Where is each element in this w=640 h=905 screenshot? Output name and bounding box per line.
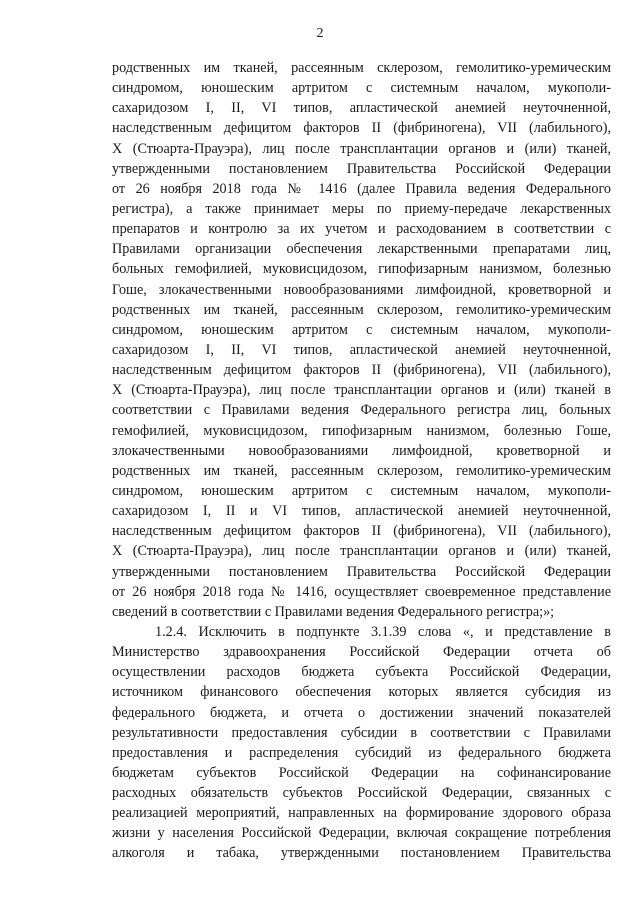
text-line: препаратов и контролю за их учетом и расходованием в соответствии с	[112, 221, 611, 238]
text-line: больных гемофилией, муковисцидозом, гипофизарным нанизмом, болезнью	[112, 261, 611, 278]
text-line: расходных обязательств субъектов Российской Федерации, связанных с	[112, 785, 611, 802]
text-line: предоставления и распределения субсидий из федерального бюджета	[112, 744, 611, 761]
text-line: от 26 ноября 2018 года № 1416, осуществляет своевременное представление	[112, 583, 611, 600]
text-line: родственных им тканей, рассеянным склерозом, гемолитико-уремическим	[112, 462, 611, 479]
text-line: гемофилией, муковисцидозом, гипофизарным нанизмом, болезнью Гоше,	[112, 422, 611, 439]
text-line: синдромом, юношеским артритом с системным началом, мукополи-	[112, 321, 611, 338]
text-line: 1.2.4. Исключить в подпункте 3.1.39 слова «, и представление в	[155, 623, 611, 640]
text-line: X (Стюарта-Прауэра), лиц после трансплантации органов и (или) тканей в	[112, 382, 611, 399]
text-line: родственных им тканей, рассеянным склерозом, гемолитико-уремическим	[112, 60, 611, 76]
text-line: родственных им тканей, рассеянным склерозом, гемолитико-уремическим	[112, 301, 611, 318]
text-line: Гоше, злокачественными новообразованиями лимфоидной, кроветворной и	[112, 281, 611, 298]
text-line: бюджетам субъектов Российской Федерации на софинансирование	[112, 764, 611, 781]
text-line: реализацией мероприятий, направленных на формирование здорового образа	[112, 805, 611, 822]
text-line: синдромом, юношеским артритом с системным началом, мукополи-	[112, 482, 611, 499]
text-line: утвержденными постановлением Правительства Российской Федерации	[112, 160, 611, 177]
text-line: Правилами организации обеспечения лекарственными препаратами лиц,	[112, 241, 611, 258]
text-line: наследственным дефицитом факторов II (фибриногена), VII (лабильного),	[112, 362, 611, 379]
paragraph	[112, 58, 611, 622]
text-line: сахаридозом I, II, VI типов, апластической анемией неуточненной,	[112, 341, 611, 358]
text-line: алкоголя и табака, утвержденными постановлением Правительства	[112, 845, 611, 862]
text-line: утвержденными постановлением Правительства Российской Федерации	[112, 563, 611, 580]
text-line: X (Стюарта-Прауэра), лиц после трансплантации органов и (или) тканей,	[112, 140, 611, 157]
text-line: сахаридозом I, II и VI типов, апластической анемией неуточненной,	[112, 503, 611, 520]
text-line: жизни у населения Российской Федерации, включая сокращение потребления	[112, 825, 611, 842]
text-line: злокачественными новообразованиями лимфоидной, кроветворной и	[112, 442, 611, 459]
page-number: 2	[316, 26, 324, 41]
text-line: наследственным дефицитом факторов II (фибриногена), VII (лабильного),	[112, 523, 611, 540]
text-line: осуществлении расходов бюджета субъекта Российской Федерации,	[112, 664, 611, 681]
text-line: Министерство здравоохранения Российской Федерации отчета об	[112, 644, 611, 661]
text-line: федерального бюджета, и отчета о достижении значений показателей	[112, 704, 611, 721]
text-line: наследственным дефицитом факторов II (фибриногена), VII (лабильного),	[112, 120, 611, 137]
text-line: сахаридозом I, II, VI типов, апластической анемией неуточненной,	[112, 100, 611, 117]
text-line: сведений в соответствии с Правилами ведения Федерального регистра;»;	[112, 603, 555, 620]
text-line: от 26 ноября 2018 года № 1416 (далее Правила ведения Федерального	[112, 180, 611, 197]
paragraph	[112, 622, 611, 864]
text-line: X (Стюарта-Прауэра), лиц после трансплантации органов и (или) тканей,	[112, 543, 611, 560]
text-line: синдромом, юношеским артритом с системным началом, мукополи-	[112, 80, 611, 97]
text-line: регистра), а также принимает меры по приему-передаче лекарственных	[112, 200, 611, 217]
text-line: результативности предоставления субсидии в соответствии с Правилами	[112, 724, 611, 741]
text-line: соответствии с Правилами ведения Федерального регистра лиц, больных	[112, 402, 611, 419]
text-line: источником финансового обеспечения которых является субсидия из	[112, 684, 611, 701]
body-text	[112, 58, 611, 864]
